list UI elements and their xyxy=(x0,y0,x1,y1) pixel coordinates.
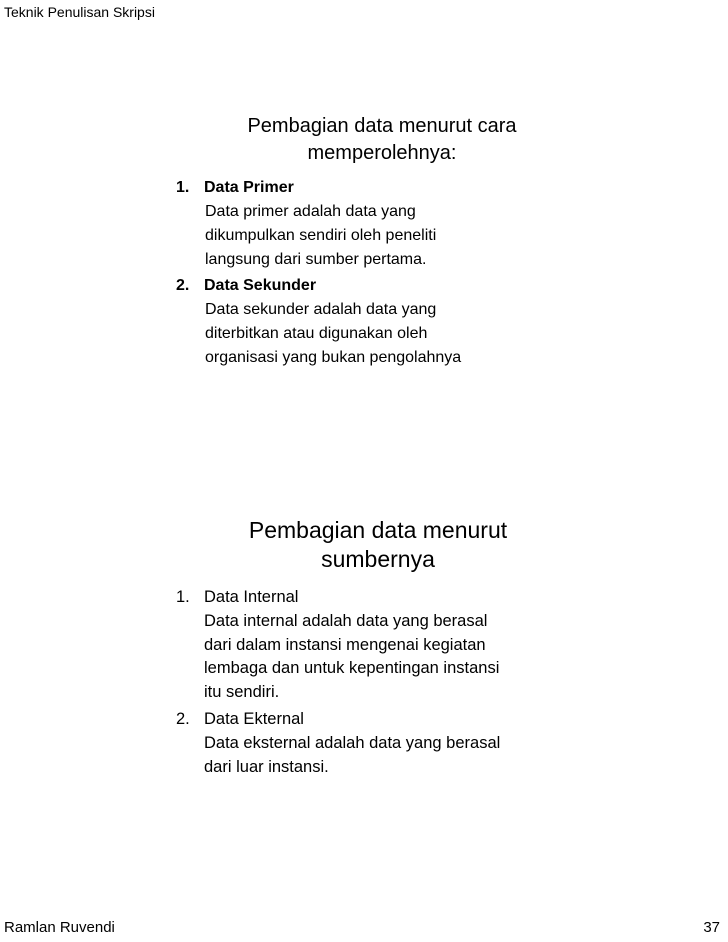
list-item xyxy=(176,176,556,272)
slide-title-line-2: memperolehnya: xyxy=(307,142,457,164)
list-item-number: 1. xyxy=(176,588,190,606)
slide-title-line-1: Pembagian data menurut cara xyxy=(247,115,517,137)
list-item-number: 2. xyxy=(176,710,190,728)
description-line: Data sekunder adalah data yang xyxy=(205,301,437,318)
list-item-number: 2. xyxy=(176,277,190,294)
list-item-heading xyxy=(176,274,556,298)
slide-title xyxy=(176,516,556,574)
list-item-title: Data Internal xyxy=(204,588,299,606)
description-line: dari luar instansi. xyxy=(204,757,329,776)
footer-author: Ramlan Ruvendi xyxy=(4,919,115,936)
numbered-list xyxy=(176,176,556,370)
page-number: 37 xyxy=(703,919,720,936)
description-line: organisasi yang bukan pengolahnya xyxy=(205,349,462,366)
list-item-heading xyxy=(176,584,556,610)
description-line: lembaga dan untuk kepentingan instansi xyxy=(204,659,500,677)
list-item-number: 1. xyxy=(176,179,190,196)
list-item xyxy=(176,584,556,704)
list-item-title: Data Ekternal xyxy=(204,710,304,728)
list-item-heading xyxy=(176,176,556,200)
slide-data-by-acquisition xyxy=(176,113,556,372)
description-line: Data eksternal adalah data yang berasal xyxy=(204,734,501,752)
slide-data-by-source xyxy=(176,516,556,781)
slide-title-line-2: sumbernya xyxy=(321,546,435,572)
description-line: diterbitkan atau digunakan oleh xyxy=(205,325,428,342)
list-item-description xyxy=(176,200,556,272)
description-line: dikumpulkan sendiri oleh peneliti xyxy=(205,227,437,244)
slide-title xyxy=(176,113,556,167)
list-item xyxy=(176,274,556,370)
numbered-list xyxy=(176,584,556,779)
slide-title-line-1: Pembagian data menurut xyxy=(248,517,508,543)
description-line: langsung dari sumber pertama. xyxy=(205,251,427,268)
description-line: dari dalam instansi mengenai kegiatan xyxy=(204,635,486,654)
list-item-description xyxy=(176,298,556,370)
description-line: Data primer adalah data yang xyxy=(205,203,416,220)
list-item-title: Data Primer xyxy=(204,179,294,196)
description-line: itu sendiri. xyxy=(204,682,280,701)
list-item-title: Data Sekunder xyxy=(204,277,317,294)
list-item xyxy=(176,706,556,779)
running-header: Teknik Penulisan Skripsi xyxy=(4,4,155,20)
list-item-description xyxy=(176,610,556,704)
list-item-description xyxy=(176,732,556,779)
description-line: Data internal adalah data yang berasal xyxy=(204,612,488,630)
list-item-heading xyxy=(176,706,556,732)
